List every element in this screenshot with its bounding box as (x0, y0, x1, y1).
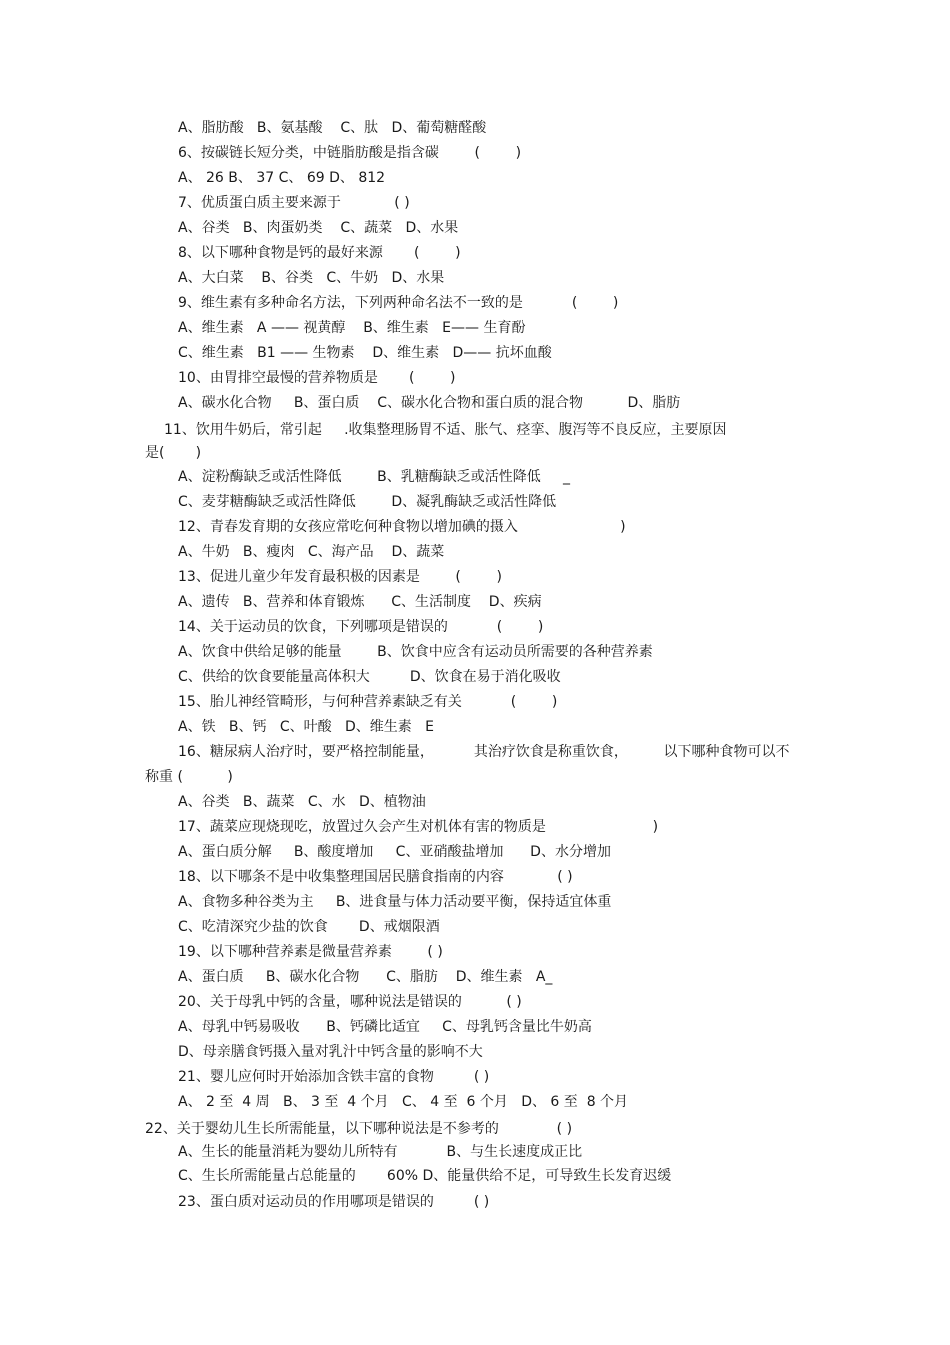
question-11-continued: 是( ) (145, 445, 202, 461)
options-q20-abc: A、母乳中钙易吸收 B、钙磷比适宜 C、母乳钙含量比牛奶高 (178, 1019, 592, 1035)
options-q8: A、大白菜 B、谷类 C、牛奶 D、水果 (178, 270, 445, 286)
question-17: 17、蔬菜应现烧现吃，放置过久会产生对机体有害的物质是 ) (178, 819, 659, 835)
options-q11-cd: C、麦芽糖酶缺乏或活性降低 D、凝乳酶缺乏或活性降低 (178, 494, 557, 510)
options-q21: A、 2 至 4 周 B、 3 至 4 个月 C、 4 至 6 个月 D、 6 至 8 个月 (178, 1094, 629, 1110)
question-9: 9、维生素有多种命名方法，下列两种命名法不一致的是 ( ) (178, 295, 619, 311)
options-q17: A、蛋白质分解 B、酸度增加 C、亚硝酸盐增加 D、水分增加 (178, 844, 611, 860)
options-q19: A、蛋白质 B、碳水化合物 C、脂肪 D、维生素 A_ (178, 969, 553, 985)
question-18: 18、以下哪条不是中收集整理国居民膳食指南的内容 ( ) (178, 869, 573, 885)
options-q9-cd: C、维生素 B1 —— 生物素 D、维生素 D—— 抗坏血酸 (178, 345, 552, 361)
question-8: 8、以下哪种食物是钙的最好来源 ( ) (178, 245, 461, 261)
options-q11-ab: A、淀粉酶缺乏或活性降低 B、乳糖酶缺乏或活性降低 _ (178, 469, 571, 485)
question-20: 20、关于母乳中钙的含量，哪种说法是错误的 ( ) (178, 994, 522, 1010)
question-22: 22、关于婴幼儿生长所需能量，以下哪种说法是不参考的 ( ) (145, 1121, 573, 1137)
question-16-continued: 称重 ( ) (145, 769, 233, 785)
question-11: 11、饮用牛奶后，常引起 .收集整理肠胃不适、胀气、痉挛、腹泻等不良反应，主要原因 (164, 422, 727, 438)
options-q7: A、谷类 B、肉蛋奶类 C、蔬菜 D、水果 (178, 220, 459, 236)
options-q6: A、 26 B、 37 C、 69 D、 812 (178, 170, 386, 186)
question-14: 14、关于运动员的饮食，下列哪项是错误的 ( ) (178, 619, 544, 635)
question-13: 13、促进儿童少年发育最积极的因素是 ( ) (178, 569, 502, 585)
options-q15: A、铁 B、钙 C、叶酸 D、维生素 E (178, 719, 434, 735)
options-q18-cd: C、吃清深究少盐的饮食 D、戒烟限酒 (178, 919, 440, 935)
question-15: 15、胎儿神经管畸形，与何种营养素缺乏有关 ( ) (178, 694, 558, 710)
question-16: 16、糖尿病人治疗时，要严格控制能量， 其治疗饮食是称重饮食， 以下哪种食物可以不 (178, 744, 790, 760)
options-q9-ab: A、维生素 A —— 视黄醇 B、维生素 E—— 生育酚 (178, 320, 526, 336)
options-q16: A、谷类 B、蔬菜 C、水 D、植物油 (178, 794, 426, 810)
question-7: 7、优质蛋白质主要来源于 ( ) (178, 195, 410, 211)
options-q22-cd: C、生长所需能量占总能量的 60% D、能量供给不足，可导致生长发育迟缓 (178, 1168, 672, 1184)
options-q10: A、碳水化合物 B、蛋白质 C、碳水化合物和蛋白质的混合物 D、脂肪 (178, 395, 681, 411)
options-q20-d: D、母亲膳食钙摄入量对乳汁中钙含量的影响不大 (178, 1044, 483, 1060)
question-23: 23、蛋白质对运动员的作用哪项是错误的 ( ) (178, 1194, 490, 1210)
question-6: 6、按碳链长短分类，中链脂肪酸是指含碳 ( ) (178, 145, 522, 161)
options-q5: A、脂肪酸 B、氨基酸 C、肽 D、葡萄糖醛酸 (178, 120, 487, 136)
options-q22-ab: A、生长的能量消耗为婴幼儿所特有 B、与生长速度成正比 (178, 1144, 583, 1160)
question-12: 12、青春发育期的女孩应常吃何种食物以增加碘的摄入 ) (178, 519, 626, 535)
options-q18-ab: A、食物多种谷类为主 B、进食量与体力活动要平衡，保持适宜体重 (178, 894, 612, 910)
options-q12: A、牛奶 B、瘦肉 C、海产品 D、蔬菜 (178, 544, 445, 560)
options-q13: A、遗传 B、营养和体育锻炼 C、生活制度 D、疾病 (178, 594, 542, 610)
question-19: 19、以下哪种营养素是微量营养素 ( ) (178, 944, 443, 960)
options-q14-ab: A、饮食中供给足够的能量 B、饮食中应含有运动员所需要的各种营养素 (178, 644, 653, 660)
question-21: 21、婴儿应何时开始添加含铁丰富的食物 ( ) (178, 1069, 490, 1085)
options-q14-cd: C、供给的饮食要能量高体积大 D、饮食在易于消化吸收 (178, 669, 561, 685)
question-10: 10、由胃排空最慢的营养物质是 ( ) (178, 370, 456, 386)
